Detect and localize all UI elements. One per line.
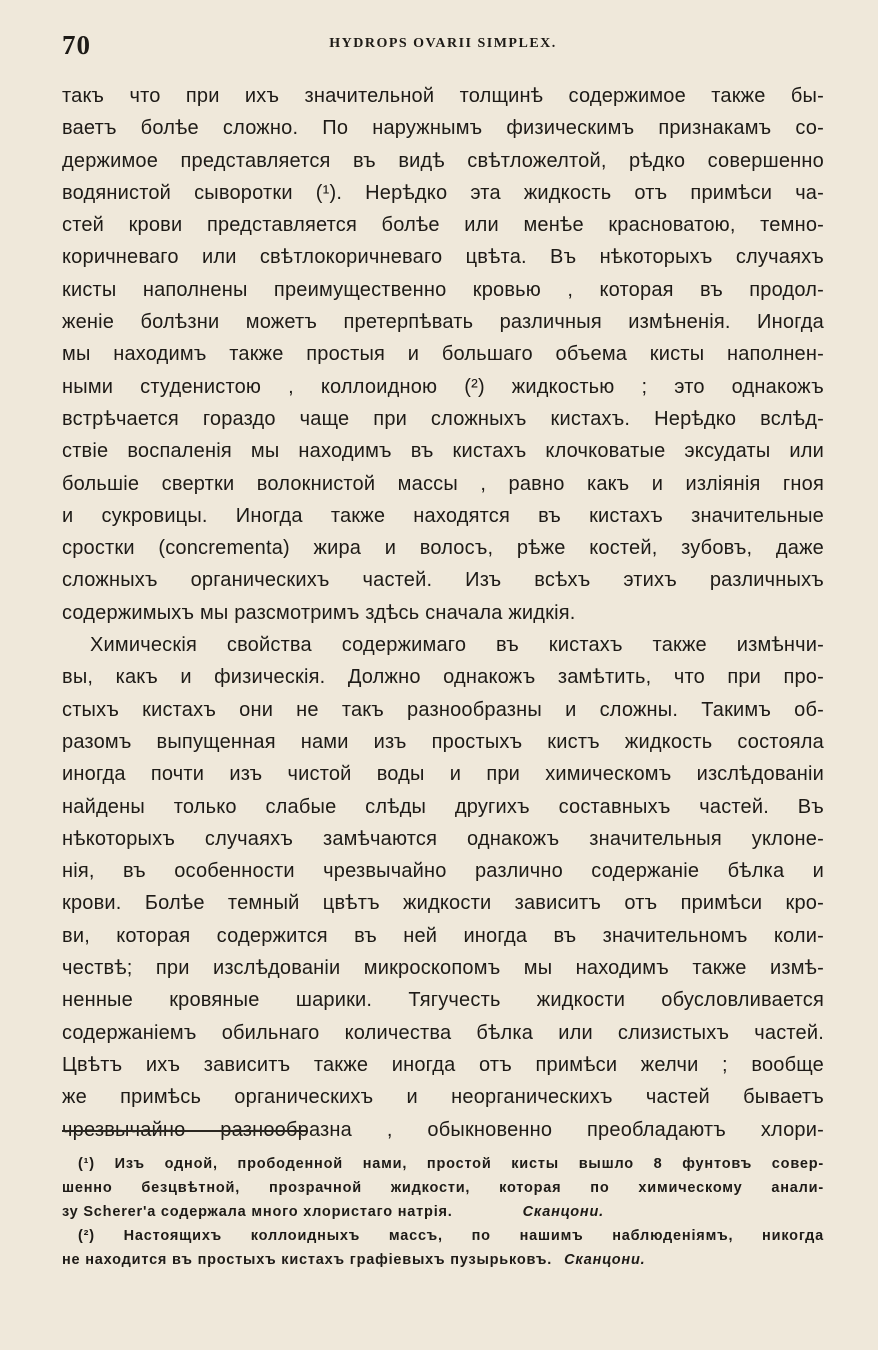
text-line: большіе свертки волокнистой массы , равно какъ и изліянія гноя	[62, 472, 824, 495]
text-line: ствіе воспаленія мы находимъ въ кистахъ клочковатые эксудаты или	[62, 440, 824, 463]
text-line: содержимыхъ мы разсмотримъ здѣсь сначала жидкія.	[62, 601, 576, 624]
footnote-1-line: (¹) Изъ одной, прободенной нами, простой кисты вышло 8 фунтовъ совер-	[78, 1156, 824, 1172]
text-line: кисты наполнены преимущественно кровью , которая въ продол-	[62, 278, 824, 301]
text-line: встрѣчается гораздо чаще при сложныхъ кистахъ. Нерѣдко вслѣд-	[62, 407, 824, 430]
text-line: чрезвычайно разнообразна , обыкновенно преобладаютъ хлори-	[62, 1118, 824, 1141]
text-line: найдены только слабые слѣды другихъ составныхъ частей. Въ	[62, 795, 824, 818]
footnote-1-line	[62, 1200, 824, 1224]
text-line: держимое представляется въ видѣ свѣтложелтой, рѣдко совершенно	[62, 149, 824, 172]
footnote-1-line: шенно безцвѣтной, прозрачной жидкости, которая по химическому анали-	[62, 1180, 824, 1196]
text-line: же примѣсь органическихъ и неорганическихъ частей бываетъ	[62, 1086, 824, 1109]
text-line: вы, какъ и физическія. Должно однакожъ замѣтить, что при про-	[62, 666, 824, 689]
text-line: ви, которая содержится въ ней иногда въ значительномъ коли-	[62, 924, 824, 947]
footnote-2-author: Сканцони.	[564, 1252, 646, 1268]
text-line: коричневаго или свѣтлокоричневаго цвѣта. Въ нѣкоторыхъ случаяхъ	[62, 246, 824, 269]
body-text	[62, 80, 824, 1146]
footnote-1-author: Сканцони.	[522, 1204, 604, 1220]
footnote-1-text: зу Scherer'а содержала много хлористаго натрія.	[62, 1204, 453, 1220]
footnote-2-line	[62, 1248, 824, 1272]
text-line: иногда почти изъ чистой воды и при химическомъ изслѣдованіи	[62, 763, 824, 786]
page-header	[62, 30, 824, 66]
text-line: содержаніемъ обильнаго количества бѣлка или слизистыхъ частей.	[62, 1021, 824, 1044]
text-line: ваетъ болѣе сложно. По наружнымъ физическимъ признакамъ со-	[62, 117, 824, 140]
text-line: такъ что при ихъ значительной толщинѣ содержимое также бы-	[62, 85, 824, 107]
text-line: стыхъ кистахъ они не такъ разнообразны и сложны. Такимъ об-	[62, 698, 824, 721]
footnote-2-text: не находится въ простыхъ кистахъ графіевыхъ пузырьковъ.	[62, 1252, 553, 1268]
footnote-divider	[62, 1130, 308, 1132]
text-line: нія, въ особенности чрезвычайно различно содержаніе бѣлка и	[62, 860, 824, 883]
text-line: Химическія свойства содержимаго въ кистахъ также измѣнчи-	[90, 634, 824, 657]
footnotes	[62, 1152, 824, 1272]
text-line: ными студенистою , коллоидною (²) жидкостью ; это однакожъ	[62, 375, 824, 398]
page-number: 70	[62, 30, 91, 60]
text-line: стей крови представляется болѣе или менѣе красноватою, темно-	[62, 214, 824, 237]
text-line: нѣкоторыхъ случаяхъ замѣчаются однакожъ значительныя уклоне-	[62, 827, 824, 850]
footnote-2-line: (²) Настоящихъ коллоидныхъ массъ, по нашимъ наблюденіямъ, никогда	[78, 1228, 824, 1244]
text-line: крови. Болѣе темный цвѣтъ жидкости зависитъ отъ примѣси кро-	[62, 892, 824, 915]
text-line: разомъ выпущенная нами изъ простыхъ кистъ жидкость состояла	[62, 730, 824, 753]
text-line: сростки (concrementa) жира и волосъ, рѣже костей, зубовъ, даже	[62, 537, 824, 560]
text-line: женіе болѣзни можетъ претерпѣвать различныя измѣненія. Иногда	[62, 311, 824, 334]
text-line: и сукровицы. Иногда также находятся въ кистахъ значительные	[62, 504, 824, 527]
text-line: ненные кровяные шарики. Тягучесть жидкости обусловливается	[62, 989, 824, 1012]
text-line: сложныхъ органическихъ частей. Изъ всѣхъ этихъ различныхъ	[62, 569, 824, 592]
running-title: HYDROPS OVARII SIMPLEX.	[329, 36, 557, 51]
text-line: водянистой сыворотки (¹). Нерѣдко эта жидкость отъ примѣси ча-	[62, 181, 824, 204]
text-line: чествѣ; при изслѣдованіи микроскопомъ мы находимъ также измѣ-	[62, 957, 824, 980]
text-line: мы находимъ также простыя и большаго объема кисты наполнен-	[62, 343, 824, 366]
text-line: Цвѣтъ ихъ зависитъ также иногда отъ примѣси желчи ; вообще	[62, 1053, 824, 1076]
